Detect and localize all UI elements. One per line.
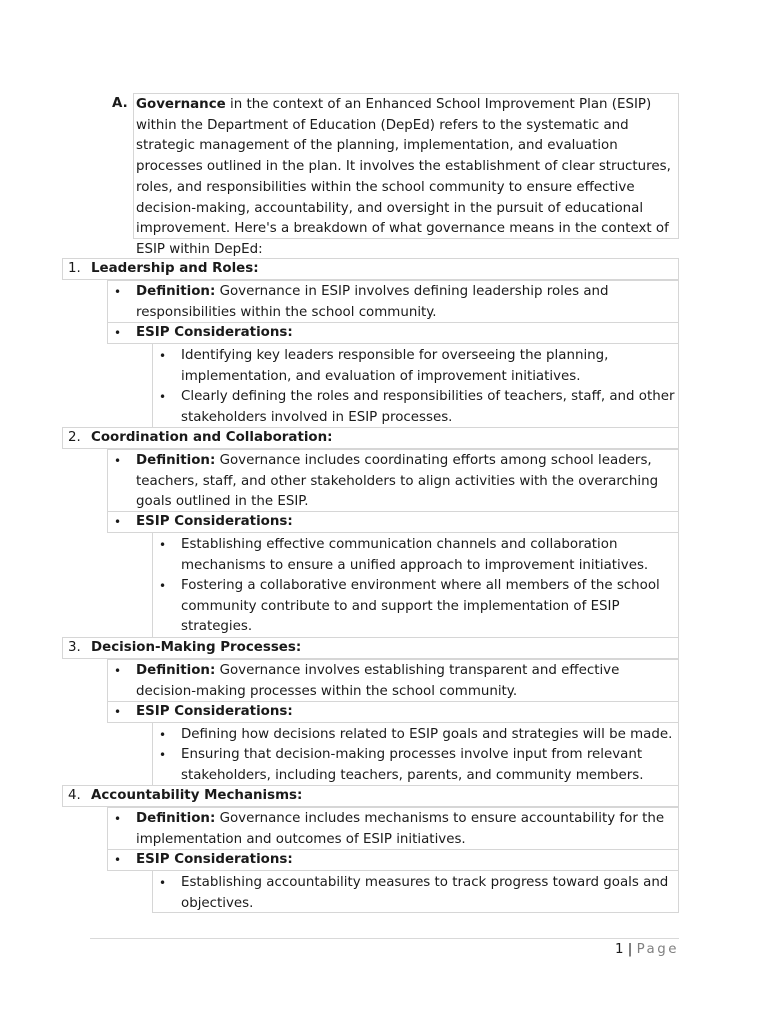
heading-title: Accountability Mechanisms:: [91, 788, 303, 803]
list-item: Establishing accountability measures to track progress toward goals and objectives.: [181, 875, 669, 911]
footer-divider: [90, 938, 679, 939]
list-item: Clearly defining the roles and responsibilities of teachers, staff, and other stakeholders involved in ESIP processes.: [181, 389, 675, 425]
numbered-heading-1: [62, 258, 679, 280]
bullet-icon: •: [159, 390, 167, 404]
list-item: Establishing effective communication channels and collaboration mechanisms to ensure a unified approach to improvement initiatives.: [181, 537, 649, 573]
definition-text: Definition: Governance includes mechanisms to ensure accountability for the implementation and outcomes of ESIP initiatives.: [136, 811, 665, 847]
heading-title: Coordination and Collaboration:: [91, 430, 333, 445]
bullet-icon: •: [159, 349, 167, 363]
definition-block: [107, 280, 679, 323]
page-number: 1: [615, 942, 624, 957]
heading-number: 2.: [68, 430, 81, 445]
bullet-icon: •: [114, 454, 122, 468]
bullet-icon: •: [114, 326, 122, 340]
considerations-heading: [107, 511, 679, 533]
bullet-icon: •: [159, 876, 167, 890]
definition-text: Definition: Governance includes coordinating efforts among school leaders, teachers, staff, and other stakeholders to align activities with the overarching goals outlined in the ESIP.: [136, 453, 659, 510]
list-item: Ensuring that decision-making processes involve input from relevant stakeholders, including teachers, parents, and community members.: [181, 747, 644, 783]
bullet-icon: •: [114, 812, 122, 826]
considerations-list: [152, 343, 679, 428]
heading-number: 3.: [68, 640, 81, 655]
intro-paragraph: [133, 93, 679, 257]
intro-text: in the context of an Enhanced School Improvement Plan (ESIP) within the Department of Education (DepEd) refers to the systematic and strategic management of the planning, implementation, and evaluation processes outlined in the plan. It involves the establishment of clear structures, roles, and responsibilities within the school community to ensure effective decision-making, accountability, and oversight in the pursuit of educational improvement. Here's a breakdown of what governance means in the context of ESIP within DepEd:: [136, 97, 671, 257]
numbered-heading-3: [62, 637, 679, 659]
bullet-icon: •: [114, 664, 122, 678]
considerations-label: ESIP Considerations:: [136, 325, 293, 340]
considerations-heading: [107, 849, 679, 871]
bullet-icon: •: [114, 285, 122, 299]
bullet-icon: •: [159, 538, 167, 552]
bullet-icon: •: [159, 748, 167, 762]
intro-lead: Governance: [136, 97, 226, 112]
considerations-list: [152, 722, 679, 786]
considerations-heading: [107, 701, 679, 723]
definition-block: [107, 659, 679, 702]
footer-separator: |: [627, 942, 633, 957]
section-marker: A.: [112, 96, 128, 111]
page-footer: [540, 940, 679, 960]
numbered-heading-4: [62, 785, 679, 807]
definition-block: [107, 449, 679, 512]
definition-block: [107, 807, 679, 850]
heading-number: 1.: [68, 261, 81, 276]
considerations-label: ESIP Considerations:: [136, 514, 293, 529]
considerations-list: [152, 532, 679, 638]
heading-title: Leadership and Roles:: [91, 261, 259, 276]
list-item: Fostering a collaborative environment where all members of the school community contribute to and support the implementation of ESIP strategies.: [181, 578, 660, 635]
bullet-icon: •: [114, 853, 122, 867]
definition-text: Definition: Governance involves establishing transparent and effective decision-making processes within the school community.: [136, 663, 620, 699]
list-item: Identifying key leaders responsible for overseeing the planning, implementation, and evaluation of improvement initiatives.: [181, 348, 609, 384]
bullet-icon: •: [159, 579, 167, 593]
heading-title: Decision-Making Processes:: [91, 640, 302, 655]
bullet-icon: •: [114, 705, 122, 719]
numbered-heading-2: [62, 427, 679, 449]
considerations-list: [152, 870, 679, 913]
list-item: Defining how decisions related to ESIP goals and strategies will be made.: [181, 727, 673, 742]
definition-text: Definition: Governance in ESIP involves defining leadership roles and responsibilities within the school community.: [136, 284, 609, 320]
considerations-label: ESIP Considerations:: [136, 704, 293, 719]
considerations-heading: [107, 322, 679, 344]
bullet-icon: •: [159, 728, 167, 742]
considerations-label: ESIP Considerations:: [136, 852, 293, 867]
bullet-icon: •: [114, 515, 122, 529]
page-label: Page: [636, 942, 679, 957]
heading-number: 4.: [68, 788, 81, 803]
